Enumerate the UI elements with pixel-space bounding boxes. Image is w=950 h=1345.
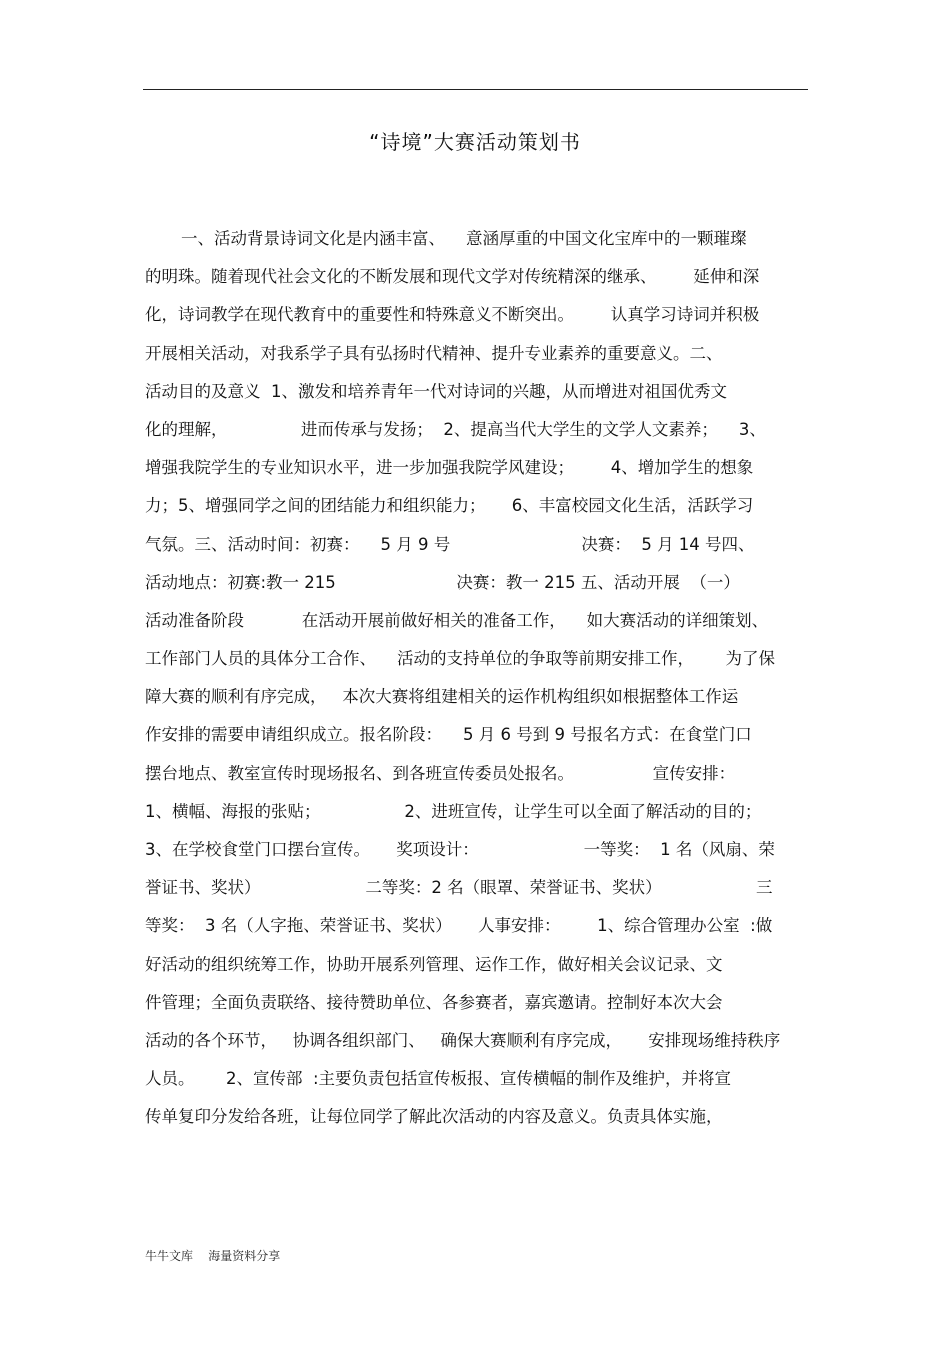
body-line: 开展相关活动，对我系学子具有弘扬时代精神、提升专业素养的重要意义。二、 xyxy=(145,343,723,363)
body-line: 誉证书、奖状） 二等奖：2 名（眼罩、荣誉证书、奖状） 三 xyxy=(145,878,773,898)
body-line: 等奖： 3 名（人字拖、荣誉证书、奖状） 人事安排： 1、综合管理办公室 :做 xyxy=(145,916,773,936)
body-line: 人员。 2、宣传部 :主要负责包括宣传板报、宣传横幅的制作及维护，并将宣 xyxy=(145,1069,732,1089)
body-line: 的明珠。随着现代社会文化的不断发展和现代文学对传统精深的继承、 延伸和深 xyxy=(145,267,760,287)
header-rule xyxy=(143,89,808,90)
body-line: 活动的各个环节， 协调各组织部门、 确保大赛顺利有序完成， 安排现场维持秩序 xyxy=(145,1030,781,1050)
body-line: 工作部门人员的具体分工合作、 活动的支持单位的争取等前期安排工作， 为了保 xyxy=(145,649,775,669)
body-line: 气氛。三、活动时间：初赛： 5 月 9 号 决赛： 5 月 14 号四、 xyxy=(145,534,755,554)
body-line: 作安排的需要申请组织成立。报名阶段： 5 月 6 号到 9 号报名方式：在食堂门口 xyxy=(145,725,752,745)
body-line: 1、横幅、海报的张贴； 2、进班宣传，让学生可以全面了解活动的目的； xyxy=(145,801,762,821)
body-line: 件管理；全面负责联络、接待赞助单位、各参赛者，嘉宾邀请。控制好本次大会 xyxy=(145,992,723,1012)
body-line: 活动地点：初赛:教一 215 决赛：教一 215 五、活动开展 （一） xyxy=(145,572,740,592)
body-line: 化的理解， 进而传承与发扬； 2、提高当代大学生的文学人文素养； 3、 xyxy=(145,419,766,439)
footer-label: 牛牛文库 海量资料分享 xyxy=(145,1249,281,1263)
body-line: 传单复印分发给各班，让每位同学了解此次活动的内容及意义。负责具体实施， xyxy=(145,1107,723,1127)
body-line: 一、活动背景诗词文化是内涵丰富、 意涵厚重的中国文化宝库中的一颗璀璨 xyxy=(181,229,747,248)
document-body xyxy=(145,223,810,1140)
body-line: 3、在学校食堂门口摆台宣传。 奖项设计： 一等奖： 1 名（风扇、荣 xyxy=(145,840,775,859)
body-line: 力；5、增强同学之间的团结能力和组织能力； 6、丰富校园文化生活，活跃学习 xyxy=(145,496,754,516)
body-line: 摆台地点、教室宣传时现场报名、到各班宣传委员处报名。 宣传安排： xyxy=(145,763,736,783)
body-line: 活动准备阶段 在活动开展前做好相关的准备工作， 如大赛活动的详细策划、 xyxy=(145,610,769,630)
document-title: “诗境”大赛活动策划书 xyxy=(369,130,581,154)
body-line: 活动目的及意义 1、激发和培养青年一代对诗词的兴趣，从而增进对祖国优秀文 xyxy=(145,381,727,401)
body-line: 增强我院学生的专业知识水平，进一步加强我院学风建设； 4、增加学生的想象 xyxy=(145,458,754,478)
body-line: 障大赛的顺利有序完成， 本次大赛将组建相关的运作机构组织如根据整体工作运 xyxy=(145,687,739,707)
body-line: 化，诗词教学在现代教育中的重要性和特殊意义不断突出。 认真学习诗词并积极 xyxy=(145,305,760,325)
body-line: 好活动的组织统筹工作，协助开展系列管理、运作工作，做好相关会议记录、文 xyxy=(145,954,723,974)
